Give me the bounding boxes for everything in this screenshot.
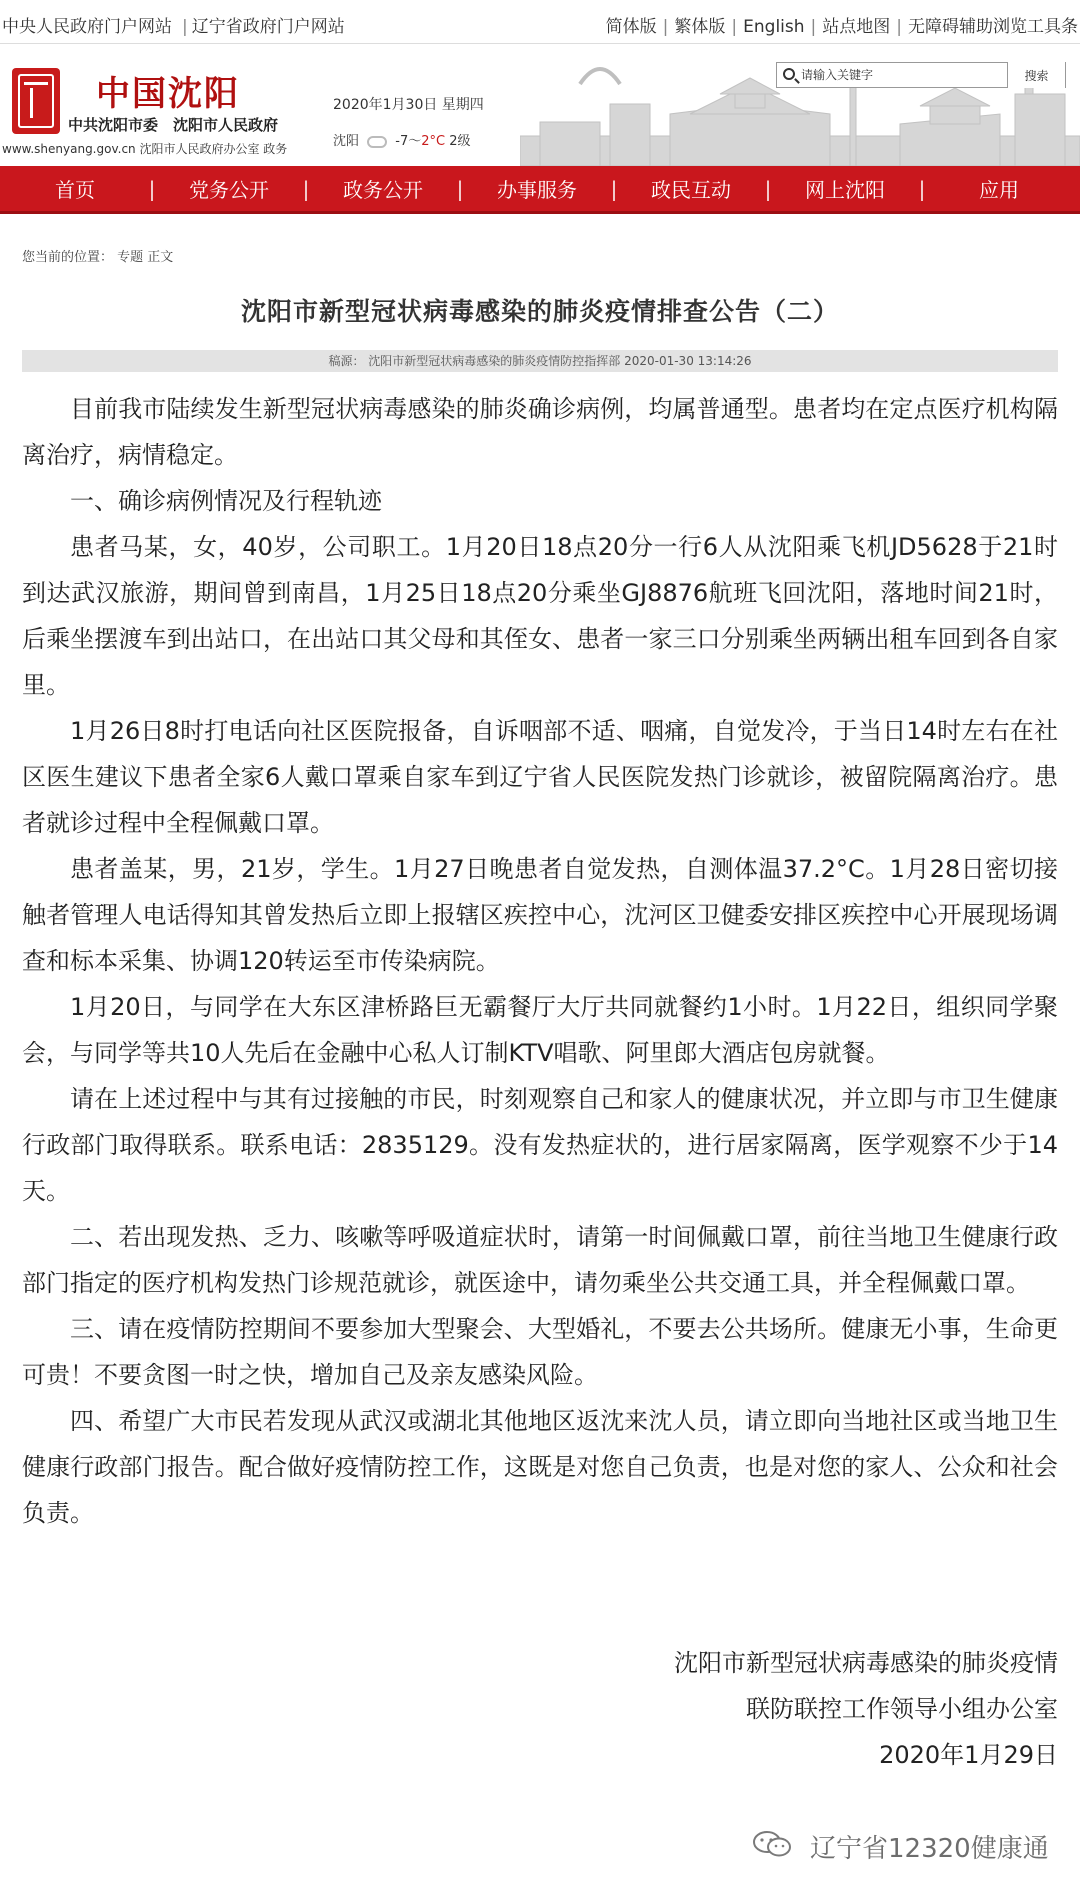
nav-item-label[interactable]: 政务公开 [343,178,423,202]
nav-divider: | [148,176,156,201]
link-liaoning-gov[interactable]: 辽宁省政府门户网站 [191,17,345,37]
search-button[interactable]: 搜索 [1007,62,1065,88]
cloud-icon [367,136,387,148]
weather-low: -7～ [395,134,422,149]
site-url: www.shenyang.gov.cn 沈阳市人民政府办公室 政务 [2,142,288,156]
signoff-date: 2020年1月29日 [879,1741,1058,1769]
nav-item-online-shenyang[interactable] [780,174,934,203]
link-traditional[interactable]: 繁体版 [674,17,726,37]
site-options [606,12,1078,37]
watermark-text: 辽宁省12320健康通 [810,1834,1049,1864]
weather-high: 2°C [421,134,446,149]
link-central-gov[interactable]: 中央人民政府门户网站 [2,17,172,37]
link-sitemap[interactable]: 站点地图 [822,17,891,37]
nav-item-label[interactable]: 首页 [55,178,95,202]
nav-item-party-affairs[interactable] [164,174,318,203]
article-body [22,386,1058,1536]
article-section-heading: 一、确诊病例情况及行程轨迹 [70,487,382,515]
seal-logo-icon[interactable] [12,68,60,134]
signoff-org-line-2: 联防联控工作领导小组办公室 [746,1695,1058,1723]
article-source-bar: 稿源： 沈阳市新型冠状病毒感染的肺炎疫情防控指挥部 2020-01-30 13:14:26 [22,350,1058,372]
weather-city: 沈阳 [333,134,360,149]
nav-item-apps[interactable] [934,174,1064,203]
nav-item-label[interactable]: 党务公开 [189,178,269,202]
seal-stroke [30,88,33,118]
wechat-watermark [752,1824,1052,1864]
site-title[interactable]: 中国沈阳 [96,74,240,114]
nav-divider: | [610,176,618,201]
link-accessibility[interactable]: 无障碍辅助浏览工具条 [908,17,1078,37]
nav-divider: | [918,176,926,201]
weather-wind: 2级 [449,134,471,149]
weather-widget [333,130,471,149]
article-paragraph: 请在上述过程中与其有过接触的市民，时刻观察自己和家人的健康状况，并立即与市卫生健康行政部门取得联系。联系电话：2835129。没有发热症状的，进行居家隔离，医学观察不少于14天。 [22,1085,1058,1205]
divider: | [731,17,738,37]
divider: | [182,17,188,37]
main-nav [0,166,1080,214]
nav-divider: | [302,176,310,201]
search-icon [783,68,795,80]
nav-item-label[interactable]: 应用 [979,178,1019,202]
search-input[interactable] [801,65,1001,85]
divider: | [662,17,669,37]
nav-divider: | [764,176,772,201]
search-box [776,62,1066,88]
site-header [0,44,1080,166]
breadcrumb: 您当前的位置： 专题 正文 [22,250,174,265]
article-signoff [674,1640,1058,1778]
article-paragraph: 患者马某，女，40岁，公司职工。1月20日18点20分一行6人从沈阳乘飞机JD5628于21时到达武汉旅游，期间曾到南昌，1月25日18点20分乘坐GJ8876航班飞回沈阳，落地时间21时，后乘坐摆渡车到出站口，在出站口其父母和其侄女、患者一家三口分别乘坐两辆出租车回到各自家里。 [22,533,1058,699]
divider: | [810,17,817,37]
article-paragraph: 二、若出现发热、乏力、咳嗽等呼吸道症状时，请第一时间佩戴口罩，前往当地卫生健康行政部门指定的医疗机构发热门诊规范就诊，就医途中，请勿乘坐公共交通工具，并全程佩戴口罩。 [22,1223,1058,1297]
nav-item-interaction[interactable] [626,174,780,203]
link-english[interactable]: English [743,17,805,37]
article-paragraph: 三、请在疫情防控期间不要参加大型聚会、大型婚礼，不要去公共场所。健康无小事，生命更可贵！不要贪图一时之快，增加自己及亲友感染风险。 [22,1315,1058,1389]
article-title: 沈阳市新型冠状病毒感染的肺炎疫情排查公告（二） [240,297,839,326]
nav-item-gov-affairs[interactable] [318,174,472,203]
article-paragraph: 目前我市陆续发生新型冠状病毒感染的肺炎确诊病例，均属普通型。患者均在定点医疗机构隔离治疗，病情稳定。 [22,395,1058,469]
article-paragraph: 1月20日，与同学在大东区津桥路巨无霸餐厅大厅共同就餐约1小时。1月22日，组织同学聚会，与同学等共10人先后在金融中心私人订制KTV唱歌、阿里郎大酒店包房就餐。 [22,993,1058,1067]
divider: | [896,17,902,37]
nav-item-label[interactable]: 网上沈阳 [805,178,885,202]
nav-item-home[interactable] [10,174,164,203]
article-paragraph: 患者盖某，男，21岁，学生。1月27日晚患者自觉发热，自测体温37.2°C。1月28日密切接触者管理人电话得知其曾发热后立即上报辖区疾控中心，沈河区卫健委安排区疾控中心开展现场调查和标本采集、协调120转运至市传染病院。 [22,855,1058,975]
link-simplified[interactable]: 简体版 [605,17,657,37]
article-paragraph: 1月26日8时打电话向社区医院报备，自诉咽部不适、咽痛，自觉发冷，于当日14时左右在社区医生建议下患者全家6人戴口罩乘自家车到辽宁省人民医院发热门诊就诊，被留院隔离治疗。患者就诊过程中全程佩戴口罩。 [22,717,1058,837]
wechat-icon [752,1830,792,1858]
external-links [2,12,349,37]
nav-item-services[interactable] [472,174,626,203]
nav-item-label[interactable]: 政民互动 [651,178,731,202]
nav-divider: | [456,176,464,201]
signoff-org-line-1: 沈阳市新型冠状病毒感染的肺炎疫情 [674,1649,1058,1677]
site-subtitle: 中共沈阳市委 沈阳市人民政府 [68,116,279,134]
nav-item-label[interactable]: 办事服务 [497,178,577,202]
top-utility-bar [0,0,1080,44]
current-date: 2020年1月30日 星期四 [333,97,484,113]
article-paragraph: 四、希望广大市民若发现从武汉或湖北其他地区返沈来沈人员，请立即向当地社区或当地卫生健康行政部门报告。配合做好疫情防控工作，这既是对您自己负责，也是对您的家人、公众和社会负责。 [22,1407,1058,1527]
seal-stroke [24,82,48,85]
